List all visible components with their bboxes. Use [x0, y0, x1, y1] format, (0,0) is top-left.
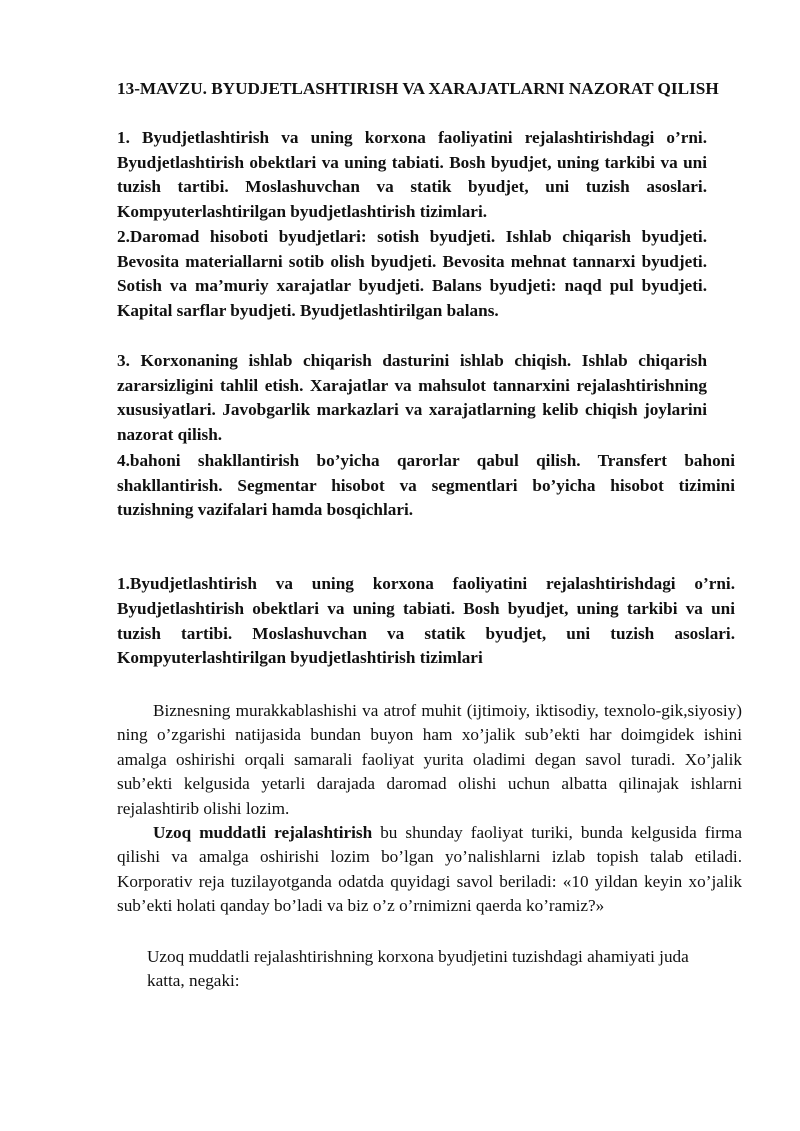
- body-paragraph-1: Biznesning murakkablashishi va atrof muhit (ijtimoiy, iktisodiy, texnolo-gik,siyosiy) ning o’zgarishi natijasida bundan buyon ham xo’jalik sub’ekti har doimgidek ishini amalga oshirishi orqali samarali faoliyat yurita oladimi degan savol turadi. Xo’jalik sub’ekti kelgusida yetarli darajada daromad olishi uchun albatta qilinajak ishlarni rejalashtirib olishi lozim.: [117, 701, 742, 818]
- document-title: 13-MAVZU. BYUDJETLASHTIRISH VA XARAJATLARNI NAZORAT QILISH: [117, 79, 719, 98]
- body-paragraph-3-line-2: katta, negaki:: [147, 971, 240, 991]
- body-paragraph-2: [117, 821, 742, 919]
- body-paragraph-3: [147, 945, 742, 994]
- section-heading: 1.Byudjetlashtirish va uning korxona faoliyatini rejalashtirishdagi o’rni. Byudjetlashtirish obektlari va uning tabiati. Bosh byudjet, uning tarkibi va uni tuzish tartibi. Moslashuvchan va statik byudjet, uni tuzish asoslari. Kompyuterlashtirilgan byudjetlashtirish tizimlari: [117, 574, 735, 668]
- body-paragraph-2-text: bu shunday faoliyat turiki, bunda kelgusida firma qilishi va amalga oshirishi lozim bo’lgan yo’nalishlarni izlab topish talab etiladi. Korporativ reja tuzilayotganda odatda quyidagi savol beriladi: «10 yildan keyin xo’jalik sub’ekti holati qanday bo’ladi va biz o’z o’rnimizni qaerda ko’ramiz?»: [117, 823, 742, 916]
- defined-term: Uzoq muddatli rejalashtirish: [153, 823, 373, 842]
- outline-item-4: 4.bahoni shakllantirish bo’yicha qarorlar qabul qilish. Transfert bahoni shakllantirish. Segmentar hisobot va segmentlari bo’yicha hisobot tizimini tuzishning vazifalari hamda bosqichlari.: [117, 451, 735, 520]
- outline-item-1: 1. Byudjetlashtirish va uning korxona faoliyatini rejalashtirishdagi o’rni. Byudjetlashtirish obektlari va uning tabiati. Bosh byudjet, uning tarkibi va uni tuzish tartibi. Moslashuvchan va statik byudjet, uni tuzish asoslari. Kompyuterlashtirilgan byudjetlashtirish tizimlari.: [117, 128, 707, 221]
- body-paragraph-3-line-1: Uzoq muddatli rejalashtirishning korxona byudjetini tuzishdagi ahamiyati juda: [147, 947, 689, 966]
- outline-item-2: 2.Daromad hisoboti byudjetlari: sotish byudjeti. Ishlab chiqarish byudjeti. Bevosita materiallarni sotib olish byudjeti. Bevosita mehnat tannarxi byudjeti. Sotish va ma’muriy xarajatlar byudjeti. Balans byudjeti: naqd pul byudjeti. Kapital sarflar byudjeti. Byudjetlashtirilgan balans.: [117, 227, 707, 320]
- outline-item-3: 3. Korxonaning ishlab chiqarish dasturini ishlab chiqish. Ishlab chiqarish zararsizligini tahlil etish. Xarajatlar va mahsulot tannarxini rejalashtirishning xususiyatlari. Javobgarlik markazlari va xarajatlarning kelib chiqish joylarini nazorat qilish.: [117, 351, 707, 444]
